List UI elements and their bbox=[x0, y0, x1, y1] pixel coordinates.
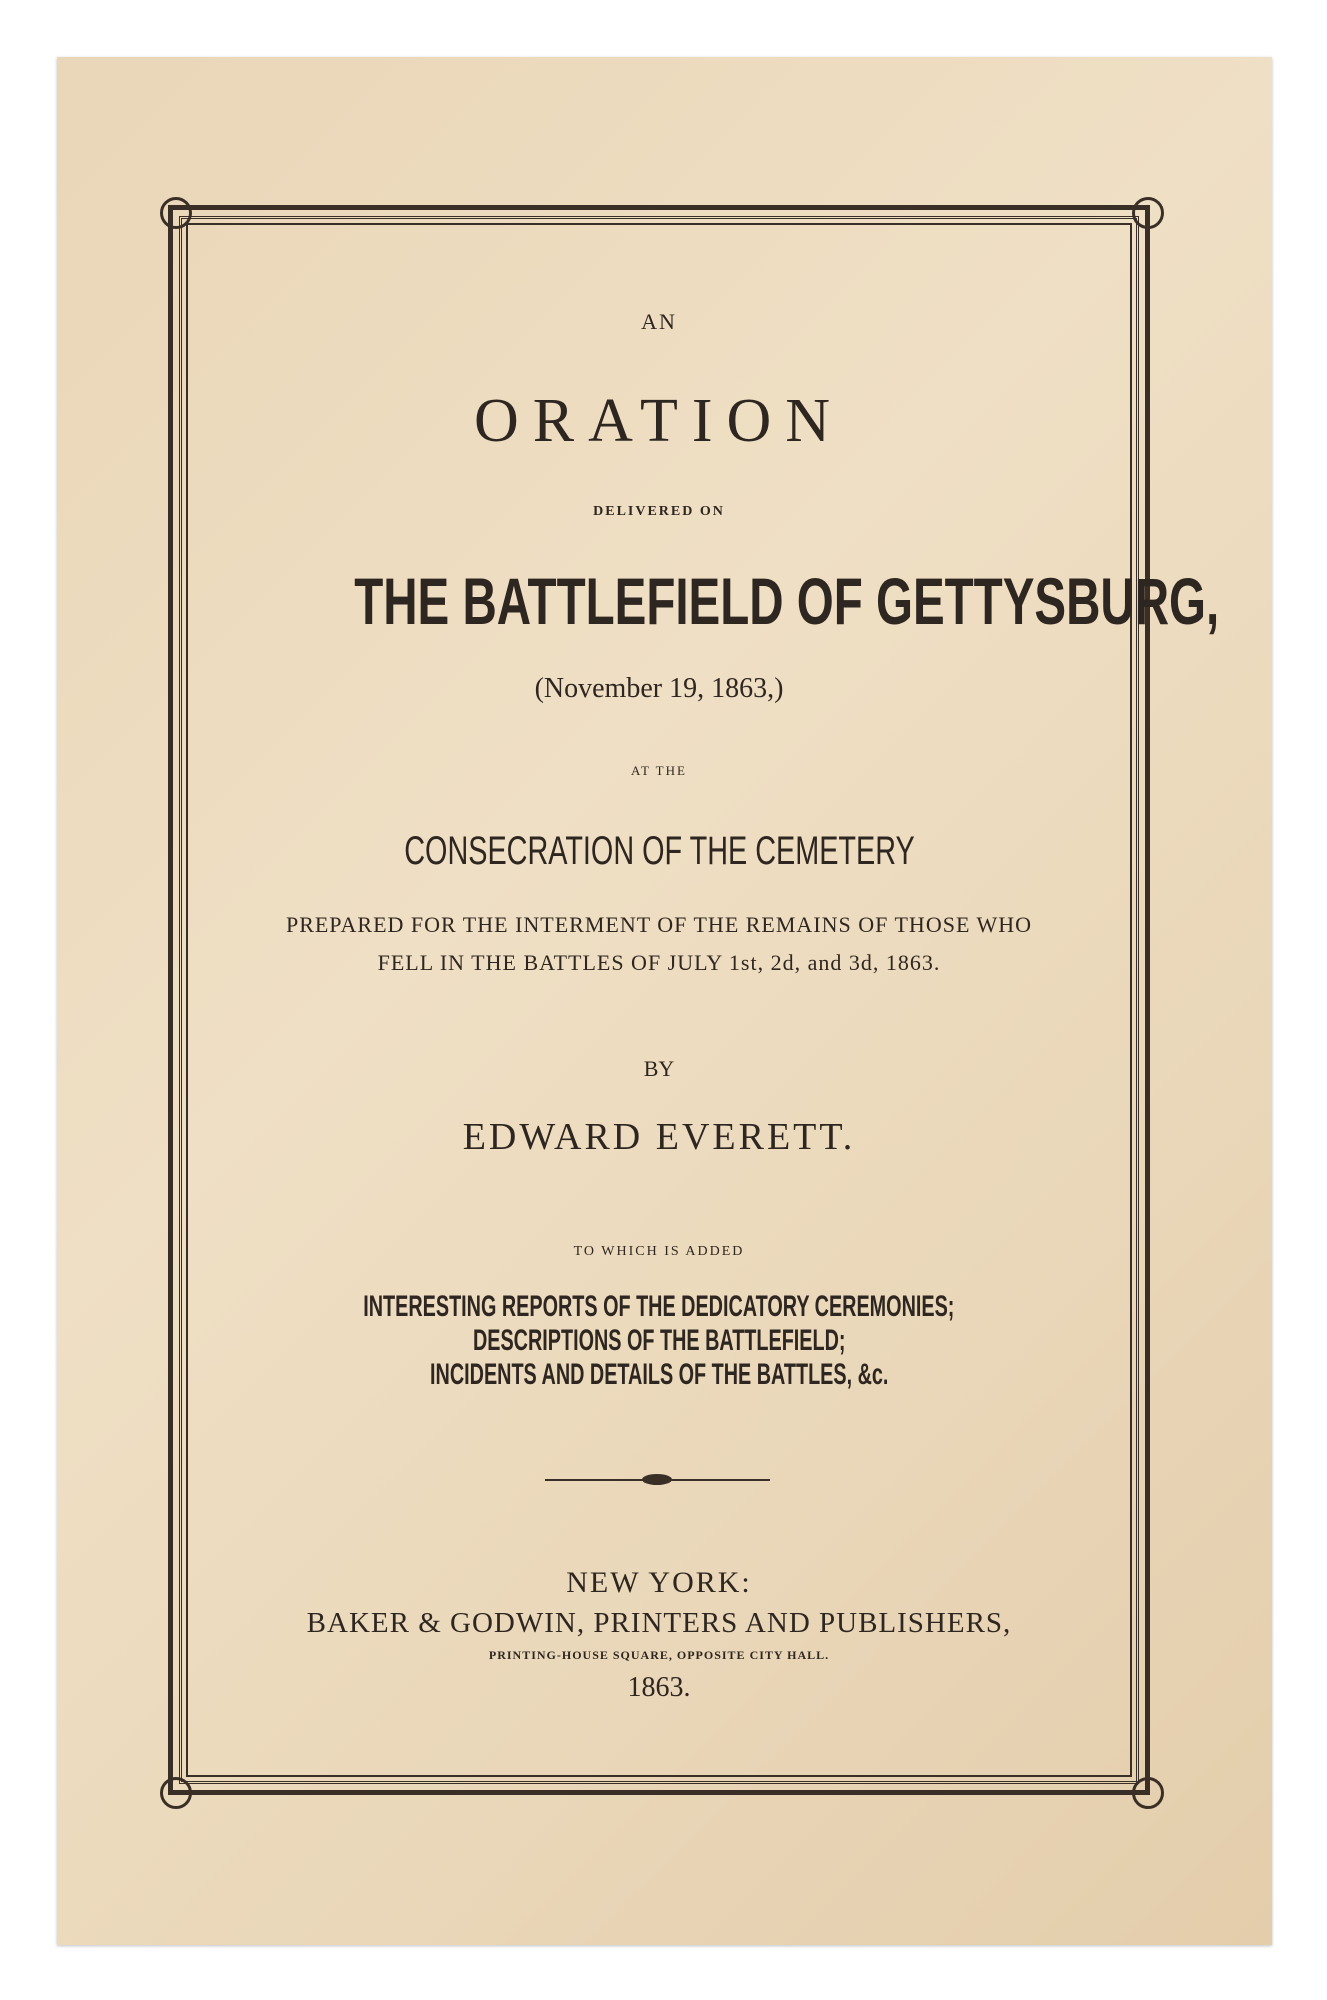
year-text: 1863. bbox=[627, 1672, 691, 1703]
corner-ornament-icon bbox=[160, 1777, 192, 1809]
divider-ornament-icon bbox=[642, 1474, 672, 1485]
author-name: EDWARD EVERETT. bbox=[462, 1116, 856, 1158]
added-line-3: INCIDENTS AND DETAILS OF THE BATTLES, &c. bbox=[429, 1358, 889, 1391]
to-which-is-added-text: TO WHICH IS ADDED bbox=[573, 1244, 745, 1259]
inner-border bbox=[186, 223, 1132, 1777]
an-text: AN bbox=[641, 309, 677, 334]
oration-heading: ORATION bbox=[473, 387, 845, 455]
by-text: BY bbox=[643, 1056, 675, 1081]
prepared-line-1: PREPARED FOR THE INTERMENT OF THE REMAINS OF THOSE WHO bbox=[285, 912, 1033, 937]
corner-ornament-icon bbox=[1132, 1777, 1164, 1809]
corner-ornament-icon bbox=[160, 197, 192, 229]
delivered-on-text: DELIVERED ON bbox=[593, 504, 725, 519]
added-line-1: INTERESTING REPORTS OF THE DEDICATORY CEREMONIES; bbox=[363, 1290, 955, 1323]
date-text: (November 19, 1863,) bbox=[534, 673, 784, 704]
prepared-line-2: FELL IN THE BATTLES OF JULY 1st, 2d, and 3d, 1863. bbox=[377, 950, 941, 975]
publisher-text: BAKER & GODWIN, PRINTERS AND PUBLISHERS, bbox=[306, 1607, 1012, 1639]
added-line-2: DESCRIPTIONS OF THE BATTLEFIELD; bbox=[472, 1324, 846, 1357]
place-text: NEW YORK: bbox=[566, 1566, 752, 1599]
corner-ornament-icon bbox=[1132, 197, 1164, 229]
consecration-heading: CONSECRATION OF THE CEMETERY bbox=[403, 829, 915, 873]
battlefield-heading: THE BATTLEFIELD OF GETTYSBURG, bbox=[354, 564, 1220, 638]
at-the-text: AT THE bbox=[631, 763, 687, 778]
address-text: PRINTING-HOUSE SQUARE, OPPOSITE CITY HALL. bbox=[488, 1648, 830, 1662]
